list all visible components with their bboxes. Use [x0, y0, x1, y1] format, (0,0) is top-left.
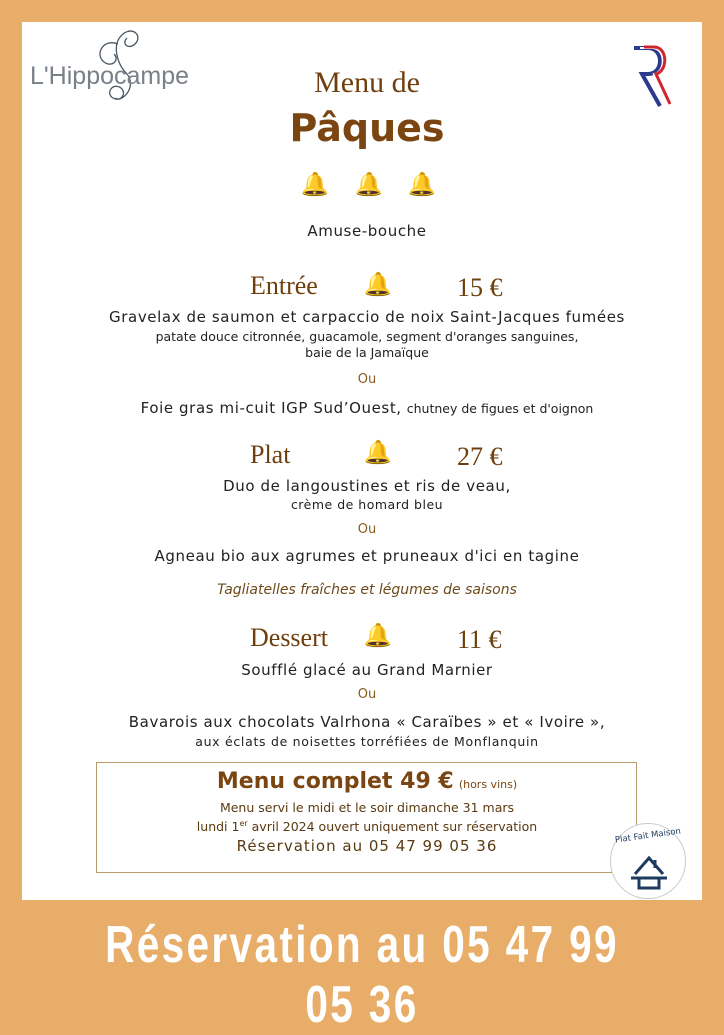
- entree-option1-detail2: baie de la Jamaïque: [305, 345, 429, 360]
- plat-price: 27 €: [457, 442, 503, 471]
- dessert-price: 11 €: [457, 625, 502, 654]
- menu-complet-line1: Menu servi le midi et le soir dimanche 31 mars: [219, 800, 515, 815]
- restaurant-logo: L'Hippocampe: [30, 62, 190, 90]
- entree-option1-detail1: patate douce citronnée, guacamole, segment d'oranges sanguines,: [155, 329, 579, 344]
- plat-option2: Agneau bio aux agrumes et pruneaux d'ici en tagine: [154, 547, 580, 565]
- amuse-bouche: Amuse-bouche: [307, 222, 427, 240]
- bell-icon: 🔔: [355, 172, 383, 197]
- bell-icon: 🔔: [408, 172, 436, 197]
- dessert-label: Dessert: [250, 623, 328, 652]
- badge-text: Plat Fait Maison: [614, 826, 682, 846]
- dessert-option2-detail: aux éclats de noisettes torréfiées de Monflanquin: [195, 734, 539, 749]
- entree-label: Entrée: [250, 271, 318, 300]
- or-separator: Ou: [357, 372, 377, 387]
- bell-icon: 🔔: [364, 272, 392, 297]
- plat-option1-detail: crème de homard bleu: [290, 497, 444, 512]
- or-separator: Ou: [357, 522, 377, 537]
- menu-complet-line2a: lundi 1: [196, 819, 240, 835]
- menu-complet-sup: er: [239, 819, 248, 828]
- menu-complet-reservation: Réservation au 05 47 99 05 36: [236, 837, 498, 855]
- entree-option2-detail: chutney de figues et d'oignon: [406, 401, 594, 416]
- entree-price: 15 €: [457, 273, 503, 302]
- title-line2: Pâques: [289, 106, 445, 150]
- entree-option2: Foie gras mi-cuit IGP Sud’Ouest,: [140, 399, 402, 417]
- dessert-option1: Soufflé glacé au Grand Marnier: [241, 661, 493, 679]
- plat-side: Tagliatelles fraîches et légumes de saisons: [217, 582, 517, 598]
- bell-icon: 🔔: [301, 172, 329, 197]
- menu-complet-note: (hors vins): [458, 778, 518, 791]
- bell-icon: 🔔: [364, 623, 392, 648]
- dessert-option2: Bavarois aux chocolats Valrhona « Caraïbes » et « Ivoire »,: [128, 713, 606, 731]
- menu-complet-title: Menu complet 49 €: [216, 769, 454, 794]
- plat-label: Plat: [250, 440, 291, 469]
- or-separator: Ou: [357, 687, 377, 702]
- bell-icon: 🔔: [364, 440, 392, 465]
- menu-complet-line2b: avril 2024 ouvert uniquement sur réservation: [247, 819, 538, 835]
- plat-fait-maison-badge: [610, 823, 686, 899]
- title-line1: Menu de: [314, 66, 420, 99]
- entree-option1: Gravelax de saumon et carpaccio de noix Saint-Jacques fumées: [109, 308, 625, 326]
- house-icon: [629, 852, 669, 892]
- reservation-banner: Réservation au 05 47 99 05 36: [105, 916, 619, 1034]
- plat-option1: Duo de langoustines et ris de veau,: [223, 477, 511, 495]
